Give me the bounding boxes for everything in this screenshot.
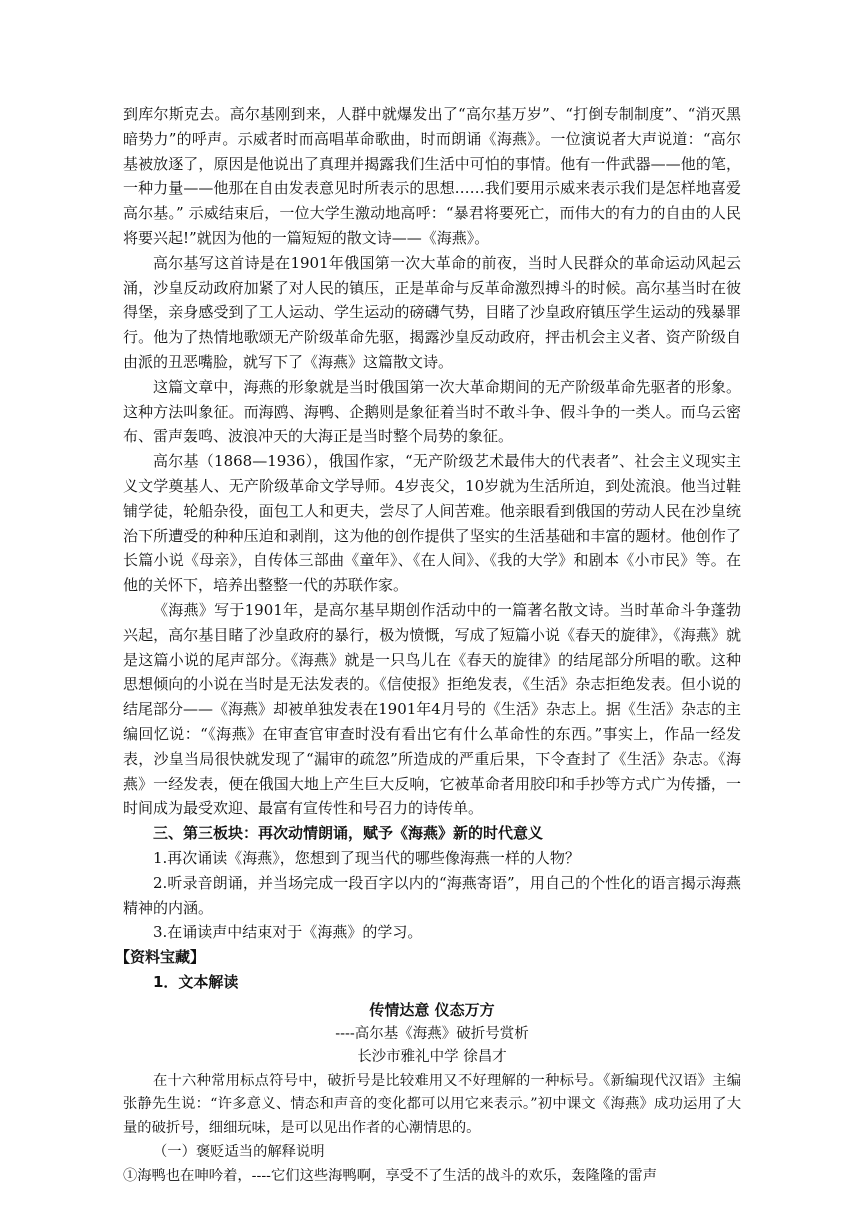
section-3-heading: 三、第三板块：再次动情朗诵，赋予《海燕》新的时代意义 bbox=[153, 824, 544, 843]
section-3-item-2: 2.听录音朗诵，并当场完成一段百字以内的“海燕寄语”，用自己的个性化的语言揭示海燕精神的内涵。 bbox=[123, 873, 741, 917]
article-title: 传情达意 仪态万方 bbox=[369, 1000, 495, 1019]
resources-heading: 【资料宝藏】 bbox=[115, 948, 206, 967]
article-author: 长沙市雅礼中学 徐昌才 bbox=[357, 1049, 507, 1066]
paragraph-4: 高尔基（1868—1936），俄国作家，“无产阶级艺术最伟大的代表者”、社会主义现实主义文学奠基人、无产阶级革命文学导师。4岁丧父，10岁就为生活所迫，到处流浪。他当过鞋铺学徒，轮船杂役，面包工人和更夫，尝尽了人间苦难。他亲眼看到俄国的劳动人民在沙皇统治下所遭受的种种压迫和剥削，这为他的创作提供了坚实的生活基础和丰富的题材。他创作了长篇小说《母亲》，自传体三部曲《童年》、《在人间》、《我的大学》和剧本《小市民》等。在他的关怀下，培养出整整一代的苏联作家。 bbox=[123, 452, 741, 595]
article-subtitle: ----高尔基《海燕》破折号赏析 bbox=[335, 1025, 529, 1042]
document-page bbox=[115, 102, 741, 1189]
paragraph-5: 《海燕》写于1901年，是高尔基早期创作活动中的一篇著名散文诗。当时革命斗争蓬勃兴起，高尔基目睹了沙皇政府的暴行，极为愤慨，写成了短篇小说《春天的旋律》，《海燕》就是这篇小说的尾声部分。《海燕》就是一只鸟儿在《春天的旋律》的结尾部分所唱的歌。这种思想倾向的小说在当时是无法发表的。《信使报》拒绝发表，《生活》杂志拒绝发表。但小说的结尾部分——《海燕》却被单独发表在1901年4月号的《生活》杂志上。据《生活》杂志的主编回忆说：“《海燕》在审查官审查时没有看出它有什么革命性的东西。”事实上，作品一经发表，沙皇当局很快就发现了“漏审的疏忽”所造成的严重后果，下令查封了《生活》杂志。《海燕》一经发表，便在俄国大地上产生巨大反响，它被革命者用胶印和手抄等方式广为传播，一时间成为最受欢迎、最富有宣传性和号召力的诗传单。 bbox=[123, 600, 741, 818]
section-3-item-1: 1.再次诵读《海燕》，您想到了现当代的哪些像海燕一样的人物？ bbox=[153, 848, 580, 867]
article-example-1: ①海鸭也在呻吟着，----它们这些海鸭啊，享受不了生活的战斗的欢乐，轰隆隆的雷声 bbox=[123, 1167, 658, 1184]
article-section-1: （一）褒贬适当的解释说明 bbox=[153, 1144, 325, 1161]
article-intro: 在十六种常用标点符号中，破折号是比较难用又不好理解的一种标号。《新编现代汉语》主编张静先生说：“许多意义、情态和声音的变化都可以用它来表示。”初中课文《海燕》成功运用了大量的破折号，细细玩味，是可以见出作者的心潮情思的。 bbox=[123, 1072, 741, 1137]
paragraph-2: 高尔基写这首诗是在1901年俄国第一次大革命的前夜，当时人民群众的革命运动风起云涌，沙皇反动政府加紧了对人民的镇压，正是革命与反革命激烈搏斗的时候。高尔基当时在彼得堡，亲身感受到了工人运动、学生运动的磅礴气势，目睹了沙皇政府镇压学生运动的残暴罪行。他为了热情地歌颂无产阶级革命先驱，揭露沙皇反动政府，抨击机会主义者、资产阶级自由派的丑恶嘴脸，就写下了《海燕》这篇散文诗。 bbox=[123, 253, 741, 371]
paragraph-3: 这篇文章中，海燕的形象就是当时俄国第一次大革命期间的无产阶级革命先驱者的形象。这种方法叫象征。而海鸥、海鸭、企鹅则是象征着当时不敢斗争、假斗争的一类人。而乌云密布、雷声轰鸣、波浪冲天的大海正是当时整个局势的象征。 bbox=[123, 377, 741, 446]
resources-subheading-1: 1．文本解读 bbox=[153, 972, 239, 991]
section-3-item-3: 3.在诵读声中结束对于《海燕》的学习。 bbox=[153, 923, 423, 942]
paragraph-1: 到库尔斯克去。高尔基刚到来，人群中就爆发出了“高尔基万岁”、“打倒专制制度”、“消灭黑暗势力”的呼声。示威者时而高唱革命歌曲，时而朗诵《海燕》。一位演说者大声说道：“高尔基被放逐了，原因是他说出了真理并揭露我们生活中可怕的事情。他有一件武器——他的笔，一种力量——他那在自由发表意见时所表示的思想……我们要用示威来表示我们是怎样地喜爱高尔基。” 示威结束后，一位大学生激动地高呼：“暴君将要死亡，而伟大的有力的自由的人民将要兴起!”就因为他的一篇短短的散文诗——《海燕》。 bbox=[123, 105, 741, 247]
